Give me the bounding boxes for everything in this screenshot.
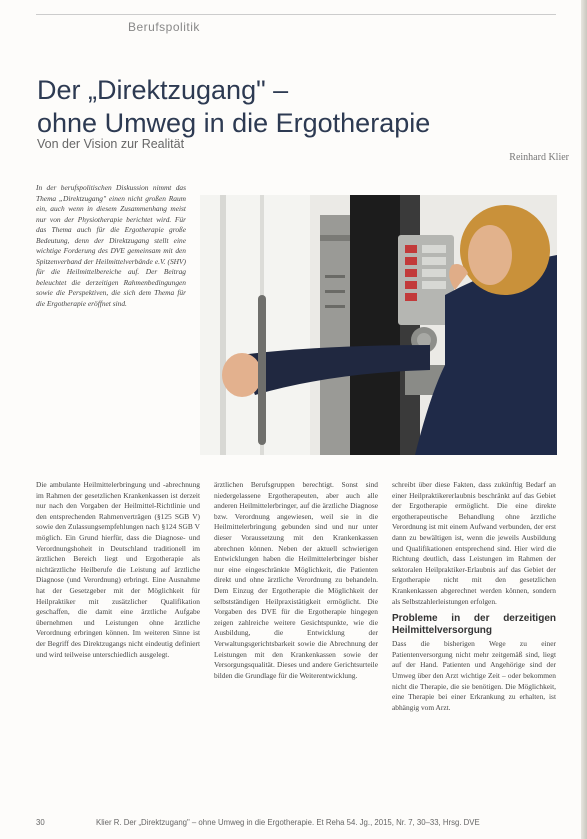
section-heading: Probleme in der derzeitigen Heilmittelversorgung xyxy=(392,613,556,637)
author-name: Reinhard Klier xyxy=(509,152,569,163)
article-body xyxy=(36,480,557,810)
article-title xyxy=(37,74,557,140)
header-rule xyxy=(36,14,556,15)
body-column-3 xyxy=(392,480,556,713)
body-paragraph: Die ambulante Heilmittelerbringung und -abrechnung im Rahmen der gesetzlichen Krankenkassen ist derzeit nur nach den Vorgaben der Heilmittel-Richtlinie und den entsprechenden Rahmenverträgen (§125 SGB V) sowie den Zulassungsempfehlungen nach §124 SGB V möglich. Ein Grund hierfür, dass die Diagnose- und Verordnungshoheit in Deutschland traditionell im ärztlichen Bereich liegt und Ergotherapie als nichtärztliche Heilberufe die Leistung auf ärztliche Diagnose (und Verordnung) erbringt. Eine Ausnahme hat der Gesetzgeber mit der Möglichkeit für Heilpraktiker mit zusätzlicher Qualifikation geschaffen, die damit eine ärztliche Aufgabe übernehmen und Leistungen ohne ärztliche Verordnung erbringen können. Im weiteren Sinne ist der Begriff des Direktzugangs nicht eindeutig definiert und wird teilweise unterschiedlich ausgelegt. xyxy=(36,480,200,659)
title-line-1: Der „Direktzugang" – xyxy=(37,75,289,105)
page-edge-shadow xyxy=(581,0,587,839)
photo-illustration xyxy=(200,195,557,455)
body-column-2 xyxy=(214,480,378,681)
body-paragraph: Dass die bisherigen Wege zu einer Patientenversorgung nicht mehr zeitgemäß sind, liegt auf der Hand. Patienten und Angehörige sind der Umweg über den Arzt wichtige Zeit – oder bekommen nicht die Therapie, die sie benötigen. Die Möglichkeit, eine Therapie bei einer Erkrankung zu erhalten, ist abhängig vom Arzt. xyxy=(392,639,556,712)
title-line-2: ohne Umweg in die Ergotherapie xyxy=(37,108,431,138)
body-paragraph: ärztlichen Berufsgruppen berechtigt. Sonst sind niedergelassene Ergotherapeuten, aber auch alle anderen Heilmittelerbringer, auf die ärztliche Diagnose bzw. Verordnung angewiesen, weil sie in die Heilmittelerbringung gebunden sind und nur unter dieser Voraussetzung mit den Krankenkassen abrechnen können. Neben der aktuell schwierigen Entwicklungen haben die Heilmittelerbringer bisher nur eine eingeschränkte Möglichkeit, die Patienten direkt und ohne ärztliche Verordnung zu behandeln. Dem Einzug der Ergotherapie die Möglichkeit der selbstständigen Heilpraxistätigkeit ermöglicht. Die Vorgaben des DVE für die Ergotherapie hingegen zeigen zahlreiche weitere Gesichtspunkte, wie die Ausbildung, die Entwicklung der Verwaltungsgerichtsbarkeit sowie die Abrechnung der Leistungen mit den Krankenkassen sowie der Versorgungsqualität. Dieses und andere Gerichtsurteile bilden die Grundlage für die Weiterentwicklung. xyxy=(214,480,378,680)
section-rubric: Berufspolitik xyxy=(128,20,200,34)
body-paragraph: schreibt über diese Fakten, dass zukünftig Bedarf an einer Heilpraktikererlaubnis beschränkt auf das Gebiet der Ergotherapie ermöglicht. Die eine direkte ergotherapeutische Behandlung ohne ärztliche Verordnung ist mit einem Aufwand verbunden, der erst dann zu bewältigen ist, wenn die jeweils Ausbildung und Qualifikationen entsprechend sind. Hier wird die Richtung deutlich, dass Leistungen im Rahmen der sektoralen Heilpraktiker-Erlaubnis auf das Gebiet der Ergotherapie nicht mit den gesetzlichen Krankenkassen abgerechnet werden können, sondern als Selbstzahlerleistungen erfolgen. xyxy=(392,480,556,606)
page-number: 30 xyxy=(36,818,45,827)
article-intro: In der berufspolitischen Diskussion nimmt das Thema „Direktzugang" einen nicht großen Raum ein, auch wenn in diesem Zusammenhang meist nur von der Physiotherapie berichtet wird. Für das Thema auch für die Ergotherapie große Bedeutung, denn der Direktzugang stellt eine wichtige Forderung des DVE gemeinsam mit den Spitzenverband der Heilmittelverbände e.V. (SHV) für die Heilmittelbereiche auf. Der Beitrag beleuchtet die derzeitigen Rahmenbedingungen sowie die Perspektiven, die sich dem Thema für die Ergotherapie eröffnet sind. xyxy=(36,183,186,308)
article-photo xyxy=(200,195,557,455)
body-column-1 xyxy=(36,480,200,660)
article-subtitle: Von der Vision zur Realität xyxy=(37,137,185,151)
citation-line: Klier R. Der „Direktzugang" – ohne Umweg in die Ergotherapie. Et Reha 54. Jg., 2015, Nr. 7, 30–33, Hrsg. DVE xyxy=(96,818,480,827)
